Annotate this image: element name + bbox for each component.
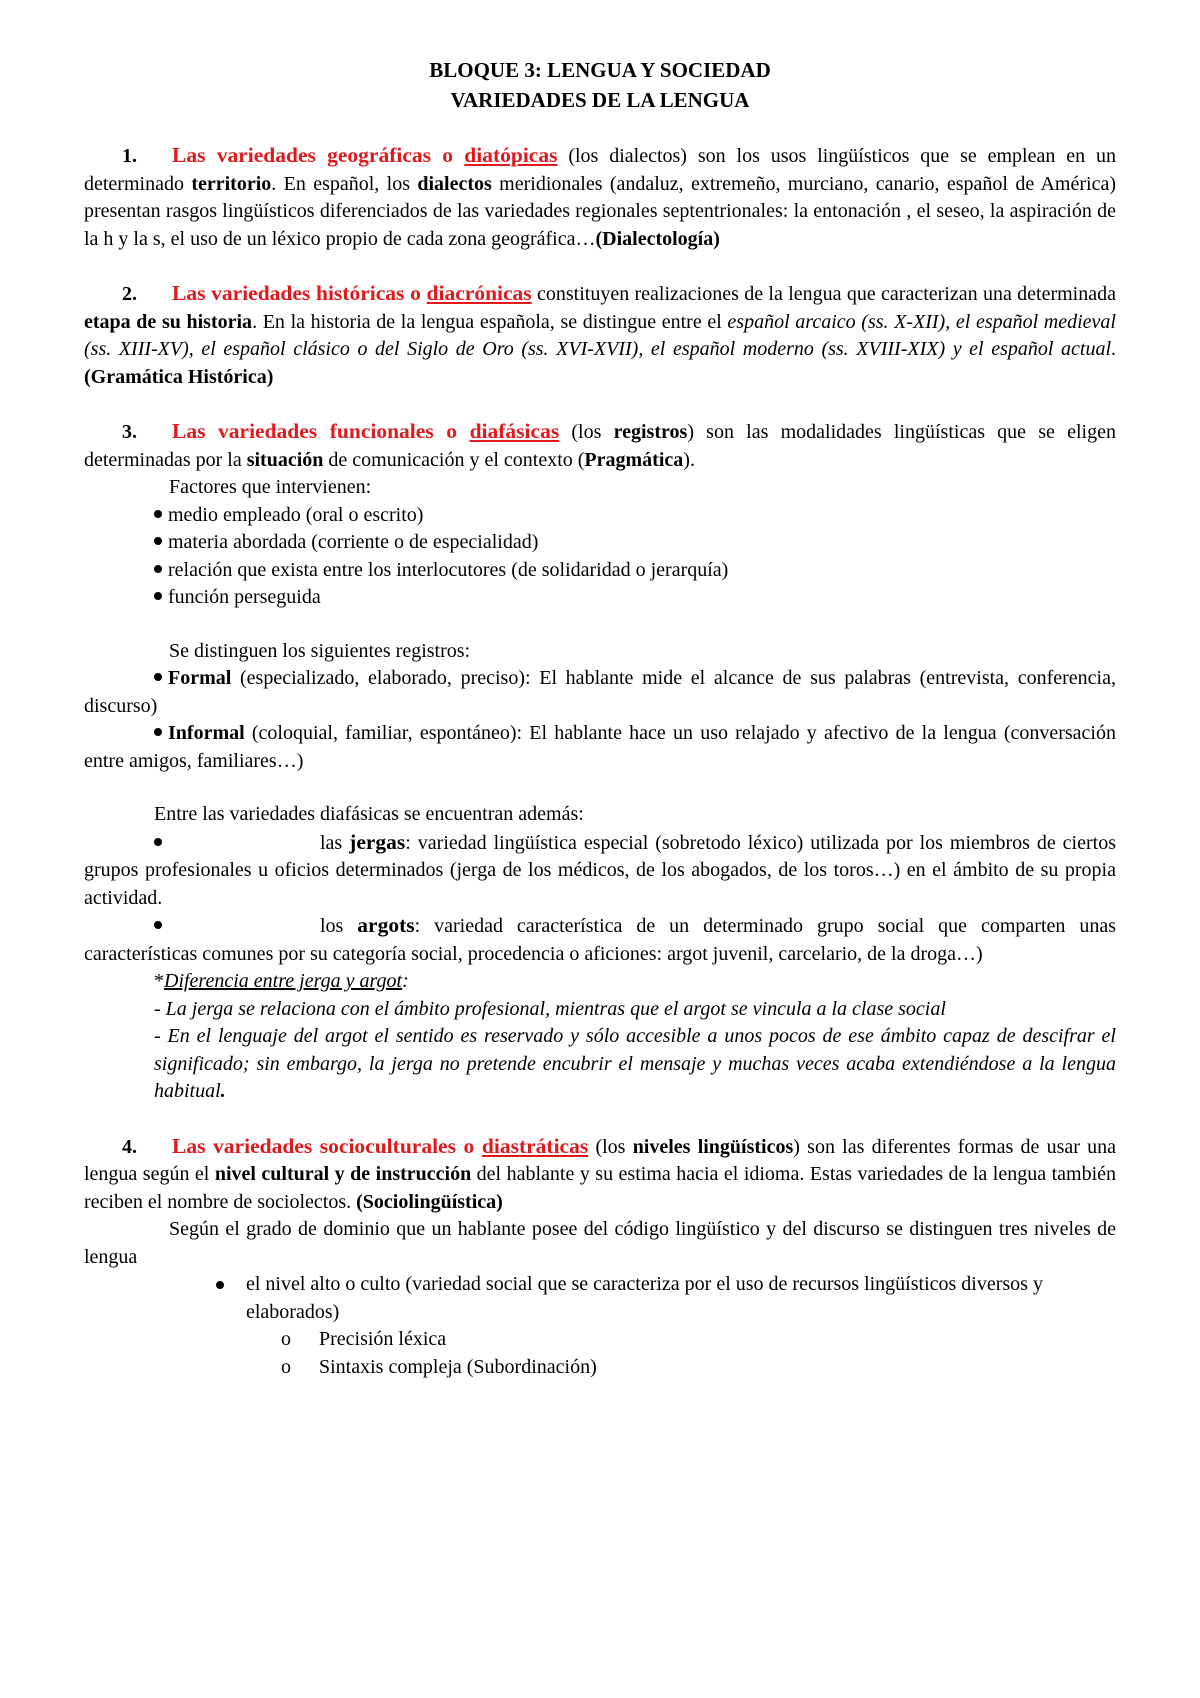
list-item [84, 584, 1116, 612]
section-4-number: 4. [122, 1135, 137, 1158]
bold-span: Formal [168, 667, 232, 689]
circle-bullet-icon: o [281, 1355, 291, 1378]
text-span: del hablante y su estima hacia el idioma. Estas variedades de la lengua también reciben el nombre de sociolectos. [84, 1163, 1116, 1213]
bold-span: nivel cultural y de instrucción [214, 1163, 472, 1185]
text-span: ). [683, 448, 695, 471]
bold-span: registros [613, 421, 688, 443]
text-span: ) son las modalidades lingüísticas que se eligen determinadas por la [84, 421, 1116, 471]
section-4-paragraph [84, 1133, 1116, 1217]
list-item-text: materia abordada (corriente o de especialidad) [168, 531, 539, 553]
italic-span: - En el lenguaje del argot el sentido es reservado y sólo accesible a unos pocos de ese ámbito capaz de descifrar el significado; sin embargo, la jerga no pretende encubrir el mensaje y muchas veces acaba extendiéndose a la lengua habitual [154, 1025, 1116, 1102]
text-span: (los [559, 421, 614, 443]
section-1-term: diatópicas [464, 143, 558, 167]
bullet-icon [154, 673, 162, 681]
text-span: las [320, 831, 350, 854]
list-item [84, 557, 1116, 585]
bold-span: (Gramática Histórica) [84, 365, 274, 388]
section-3-heading: Las variedades funcionales o [172, 419, 470, 443]
section-3-number: 3. [122, 421, 137, 443]
sub-list-item [84, 1354, 1116, 1382]
levels-intro: Según el grado de dominio que un hablante posee del código lingüístico y del discurso se distinguen tres niveles de lengua [84, 1218, 1116, 1268]
bold-span: Pragmática [584, 448, 684, 471]
section-4-term: diastráticas [481, 1133, 589, 1158]
bold-span: dialectos [417, 172, 492, 195]
section-2-term: diacrónicas [426, 281, 532, 305]
section-4-heading: Las variedades socioculturales o [172, 1133, 482, 1158]
sub-list-item [84, 1326, 1116, 1354]
bullet-icon [154, 565, 162, 573]
section-3-term: diafásicas [469, 419, 560, 443]
section-2-paragraph [84, 280, 1116, 391]
document-subtitle: VARIEDADES DE LA LENGUA [450, 88, 750, 112]
bold-span: (Sociolingüística) [356, 1190, 503, 1213]
difference-point-1: - La jerga se relaciona con el ámbito profesional, mientras que el argot se vincula a la clase social [154, 997, 946, 1020]
text-span: (especializado, elaborado, preciso): El hablante mide el alcance de sus palabras (entrevista, conferencia, discurso) [84, 667, 1116, 717]
bold-span: . [220, 1080, 226, 1102]
bullet-icon [154, 510, 162, 518]
section-1-heading: Las variedades geográficas o [172, 143, 465, 167]
text-span: . En la historia de la lengua española, se distingue entre el [252, 310, 728, 333]
bullet-icon [154, 921, 162, 929]
bullet-icon [154, 537, 162, 545]
text-span: de comunicación y el contexto ( [323, 448, 585, 471]
text-span: meridionales (andaluz, extremeño, murciano, canario, español de América) presentan rasgos lingüísticos diferenciados de las variedades regionales septentrionales: la entonación , el seseo, la aspiración de la h y la s, el uso de un léxico propio de cada zona geográfica… [84, 172, 1116, 250]
list-item-text: el nivel alto o culto (variedad social que se caracteriza por el uso de recursos lingüísticos diversos y elaborados) [246, 1273, 1043, 1323]
circle-bullet-icon: o [281, 1328, 291, 1350]
text-span: (coloquial, familiar, espontáneo): El hablante hace un uso relajado y afectivo de la lengua (conversación entre amigos, familiares…) [84, 722, 1116, 772]
bold-span: situación [246, 448, 324, 471]
text-span: (los dialectos) son los usos lingüísticos que se emplean en un determinado [84, 145, 1116, 195]
bullet-icon [154, 838, 162, 846]
text-span: (los [588, 1135, 633, 1158]
list-item-text: medio empleado (oral o escrito) [168, 503, 424, 526]
register-formal [84, 665, 1116, 720]
list-item-text: relación que exista entre los interlocutores (de solidaridad o jerarquía) [168, 558, 729, 581]
bold-span: niveles lingüísticos [632, 1135, 794, 1158]
section-1-number: 1. [122, 145, 137, 167]
registers-intro: Se distinguen los siguientes registros: [169, 639, 471, 662]
text-span: constituyen realizaciones de la lengua que caracterizan una determinada [531, 283, 1116, 305]
section-2-heading: Las variedades históricas o [172, 281, 427, 305]
bullet-icon [154, 728, 162, 736]
bullet-icon [154, 592, 162, 600]
list-item-text: Precisión léxica [319, 1328, 447, 1350]
bold-span: (Dialectología) [595, 227, 720, 250]
level-item [84, 1271, 1116, 1326]
list-item [84, 502, 1116, 530]
italic-span: español arcaico (ss. X-XII), el español medieval (ss. XIII-XV), el español clásico o del Siglo de Oro (ss. XVI-XVII), el español moderno (ss. XVIII-XIX) y el español actual [84, 310, 1116, 360]
list-item-text: función perseguida [168, 586, 321, 608]
bold-span: jergas [349, 829, 406, 854]
list-item [84, 529, 1116, 557]
bold-span: Informal [168, 722, 245, 744]
text-span: los [320, 915, 358, 937]
factors-intro: Factores que intervienen: [169, 476, 372, 498]
bullet-icon [216, 1281, 224, 1289]
text-span: ) son las diferentes formas de usar una lengua según el [84, 1135, 1117, 1185]
text-span: . [1111, 338, 1116, 360]
text-span: : variedad característica de un determinado grupo social que comparten unas características comunes por su categoría social, procedencia o aficiones: argot juvenil, carcelario, de la droga…) [84, 915, 1117, 965]
section-2-number: 2. [122, 283, 137, 305]
text-span: * [154, 970, 164, 992]
section-1-paragraph [84, 142, 1116, 253]
difference-heading [84, 968, 1116, 996]
bold-span: argots [357, 913, 415, 937]
text-span: . En español, los [271, 172, 418, 195]
document-title: BLOQUE 3: LENGUA Y SOCIEDAD [429, 58, 771, 82]
register-informal [84, 720, 1116, 775]
italic-span: : [402, 970, 409, 992]
difference-point-2 [84, 1023, 1116, 1106]
jergas-item [84, 829, 1116, 913]
italic-span: Diferencia entre jerga y argot [164, 970, 403, 992]
list-item-text: Sintaxis compleja (Subordinación) [319, 1355, 597, 1378]
section-3-paragraph [84, 418, 1116, 474]
bold-span: etapa de su historia [84, 310, 253, 333]
text-span: : variedad lingüística especial (sobretodo léxico) utilizada por los miembros de ciertos grupos profesionales u oficios determinados (jerga de los médicos, de los abogados, de los toros…) en el ámbito de su propia actividad. [84, 831, 1116, 909]
varieties-intro: Entre las variedades diafásicas se encuentran además: [154, 803, 584, 825]
argots-item [84, 912, 1116, 968]
bold-span: territorio [191, 172, 272, 195]
